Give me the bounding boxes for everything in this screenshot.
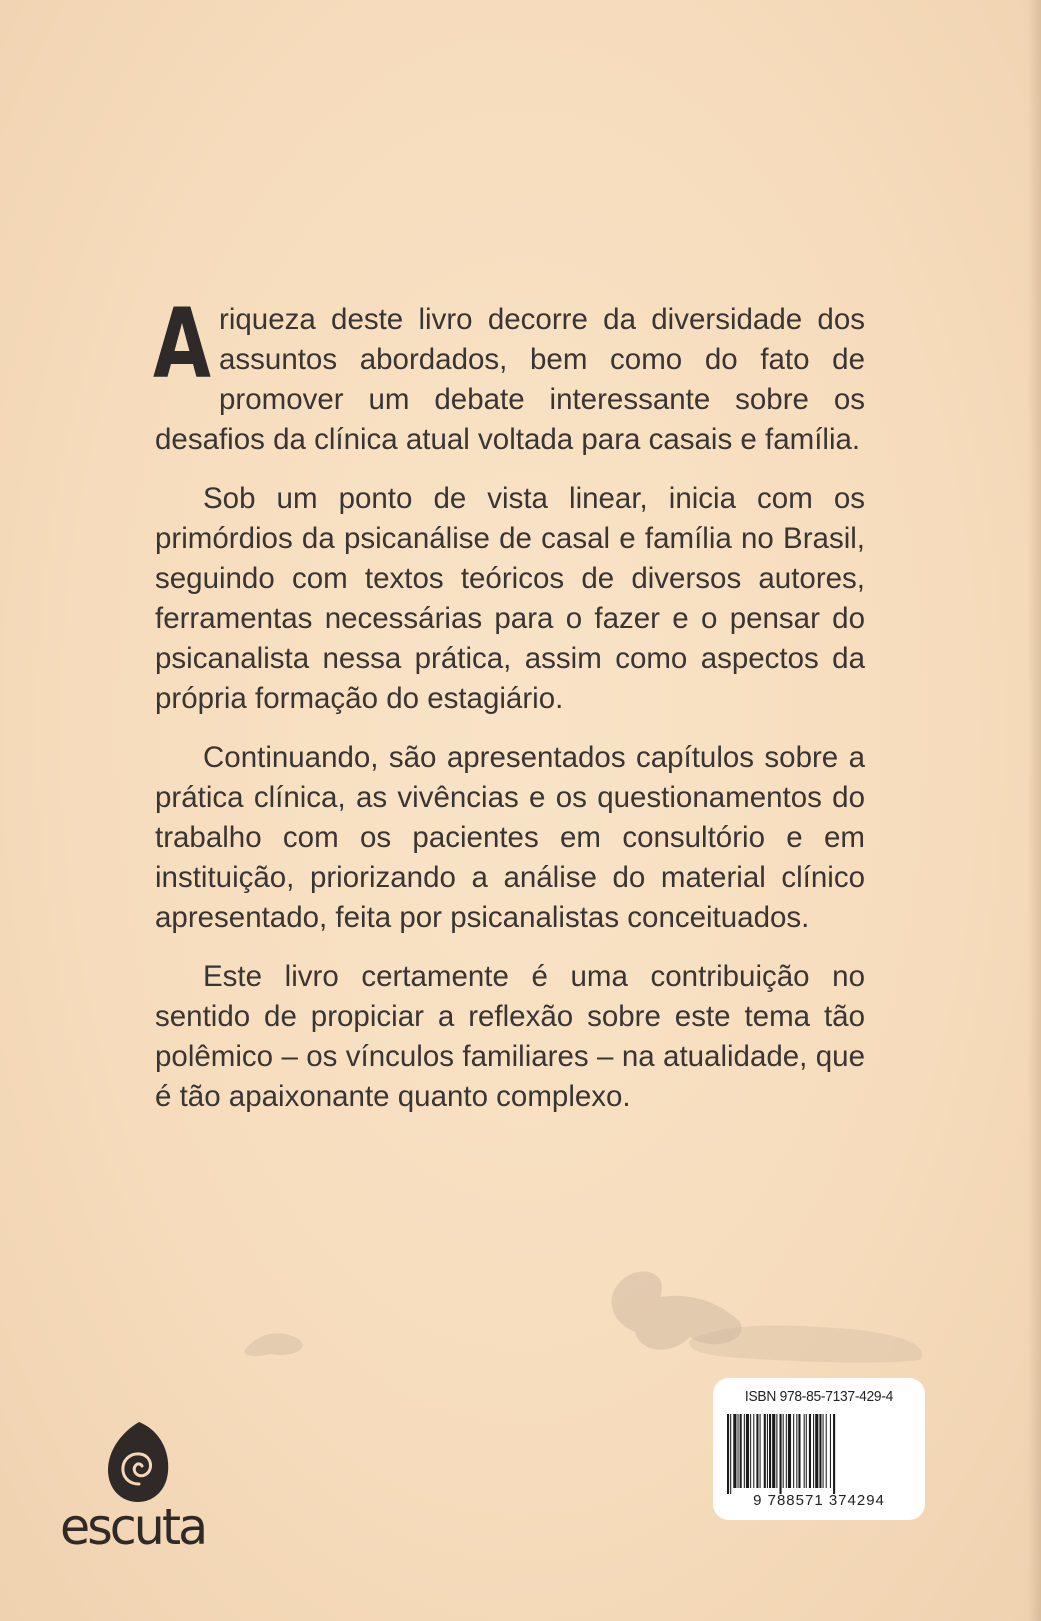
barcode-bar	[764, 1414, 766, 1488]
paper-stain	[240, 1320, 320, 1360]
barcode-bar	[830, 1414, 831, 1488]
barcode-bar	[798, 1414, 800, 1488]
barcode-bar	[733, 1414, 736, 1488]
barcode-bar	[780, 1414, 782, 1494]
barcode-bar	[744, 1414, 745, 1488]
paper-stain	[680, 1300, 940, 1370]
barcode-bar	[776, 1414, 777, 1488]
blurb-paragraph-3: Continuando, são apresentados capítulos sobre a prática clínica, as vivências e os questionamentos do trabalho com os pacientes em consultório e em instituição, priorizando a análise do material clínico apresentado, feita por psicanalistas conceituados.	[155, 741, 865, 934]
barcode-bar	[804, 1414, 805, 1488]
barcode-bar	[813, 1414, 814, 1488]
barcode-bar	[730, 1414, 731, 1494]
dropcap-letter: A	[153, 288, 211, 400]
barcode-bar	[796, 1414, 797, 1488]
barcode-bar	[783, 1414, 784, 1488]
barcode-bar	[815, 1414, 818, 1488]
barcode-digits: 9 788571 374294	[753, 1492, 885, 1509]
barcode-bar	[786, 1414, 787, 1488]
barcode-bar	[833, 1414, 835, 1494]
barcode-bar	[746, 1414, 749, 1488]
barcode-bar	[760, 1414, 761, 1488]
isbn-label: ISBN 978-85-7137-429-4	[744, 1388, 894, 1405]
blurb-paragraph-1-text: riqueza deste livro decorre da diversidade dos assuntos abordados, bem como do fato de promover um debate interessante sobre os desafios da clínica atual voltada para casais e família.	[155, 303, 865, 456]
nautilus-shell-icon	[104, 1420, 174, 1504]
barcode-bar	[772, 1414, 775, 1488]
blurb-paragraph-2: Sob um ponto de vista linear, inicia com os primórdios da psicanálise de casal e família no Brasil, seguindo com textos teóricos de diversos autores, ferramentas necessárias para o fazer e o pensar do psicanalista nessa prática, assim como aspectos da própria formação do estagiário.	[155, 482, 865, 715]
barcode-bar	[756, 1414, 758, 1488]
barcode-bar	[750, 1414, 751, 1488]
barcode-bar	[806, 1414, 807, 1488]
barcode-bar	[740, 1414, 742, 1488]
barcode-bar	[727, 1414, 729, 1494]
barcode-bar	[767, 1414, 768, 1488]
barcode-bar	[823, 1414, 824, 1488]
page-edge-shadow	[1027, 0, 1041, 1621]
barcode-bar	[769, 1414, 771, 1488]
barcode-bar	[738, 1414, 739, 1488]
barcode-bar	[819, 1414, 821, 1488]
back-cover-blurb	[153, 288, 865, 1136]
blurb-paragraph-4: Este livro certamente é uma contribuição no sentido de propiciar a reflexão sobre este tema tão polêmico – os vínculos familiares – na atualidade, que é tão apaixonante quanto complexo.	[155, 960, 865, 1113]
barcode-bars	[725, 1414, 913, 1494]
publisher-name: escuta	[60, 1498, 206, 1556]
barcode-bar	[788, 1414, 791, 1488]
publisher-logo	[60, 1420, 230, 1570]
barcode-bar	[809, 1414, 811, 1488]
barcode-bar	[793, 1414, 794, 1488]
barcode-bar	[753, 1414, 754, 1488]
isbn-barcode	[713, 1378, 925, 1520]
blurb-paragraph-1	[153, 288, 865, 460]
barcode-bar	[826, 1414, 827, 1488]
